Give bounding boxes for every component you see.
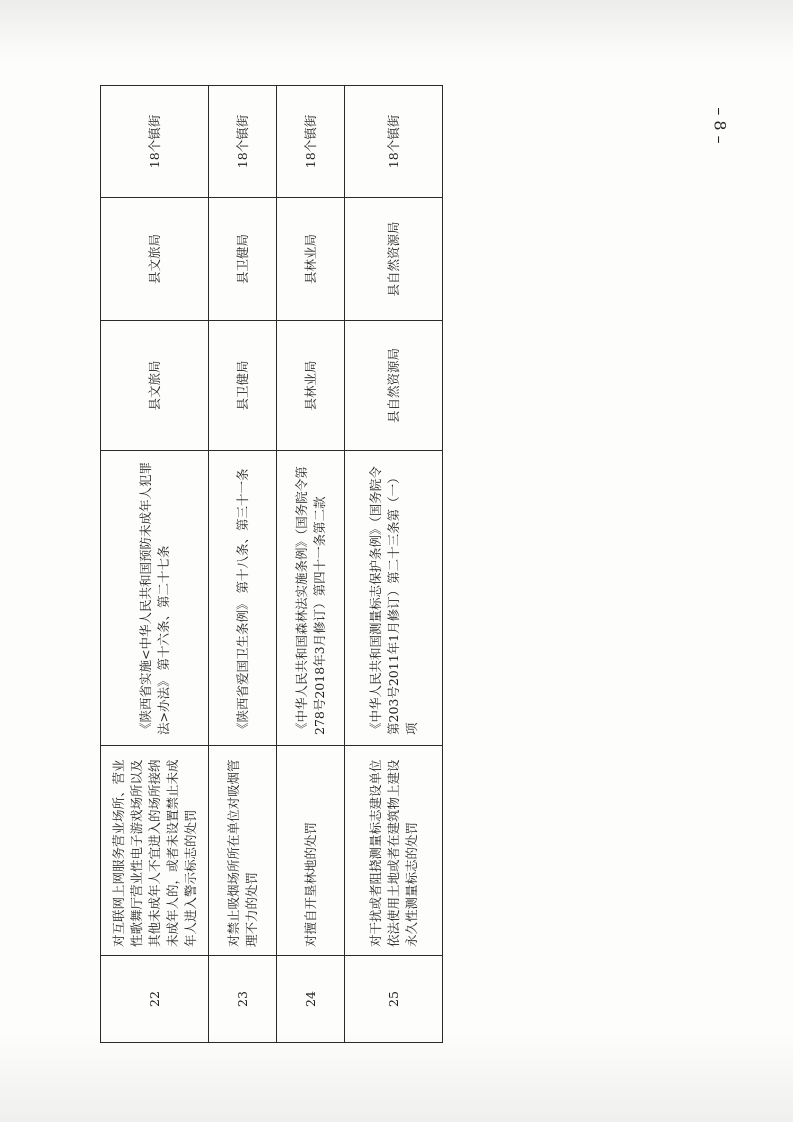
penalty-item: 对干扰或者阻挠测量标志建设单位依法使用土地或者在建筑物上建设永久性测量标志的处罚: [345, 746, 443, 956]
penalty-table-wrapper: [100, 86, 442, 1043]
penalty-item: 对互联网上网服务营业场所、营业性歌舞厅营业性电子游戏场所以及其他未成年人不宜进入的场所接纳未成年人的，或者未设置禁止未成年人进入警示标志的处罚: [101, 746, 209, 956]
implementation-scope: 18个镇街: [101, 86, 209, 198]
original-department: 县文旅局: [101, 321, 209, 451]
table-row: [101, 86, 209, 1043]
responsible-department: 县自然资源局: [345, 198, 443, 321]
implementation-scope: 18个镇街: [209, 86, 277, 198]
row-index: 23: [209, 956, 277, 1043]
page-number: [700, 105, 740, 145]
legal-basis: 《陕西省实施<中华人民共和国预防未成年人犯罪法>办法》 第十六条、第二十七条: [101, 451, 209, 746]
original-department: 县林业局: [277, 321, 345, 451]
responsible-department: 县卫健局: [209, 198, 277, 321]
implementation-scope: 18个镇街: [277, 86, 345, 198]
row-index: 24: [277, 956, 345, 1043]
scan-edge-bottom: [0, 1032, 793, 1122]
scan-edge-top: [0, 0, 793, 60]
implementation-scope: 18个镇街: [345, 86, 443, 198]
row-index: 25: [345, 956, 443, 1043]
responsible-department: 县文旅局: [101, 198, 209, 321]
table-row: [345, 86, 443, 1043]
original-department: 县卫健局: [209, 321, 277, 451]
row-index: 22: [101, 956, 209, 1043]
penalty-table-rotated: [100, 86, 442, 1043]
page-number-text: – 8 –: [710, 106, 730, 144]
original-department: 县自然资源局: [345, 321, 443, 451]
legal-basis: 《陕西省爱国卫生条例》 第十八条、第三十一条: [209, 451, 277, 746]
penalty-item: 对禁止吸烟场所所在单位对吸烟管理不力的处罚: [209, 746, 277, 956]
table-row: [277, 86, 345, 1043]
responsible-department: 县林业局: [277, 198, 345, 321]
legal-basis: 《中华人民共和国森林法实施条例》（国务院令第278号2018年3月修订）第四十一条第二款: [277, 451, 345, 746]
table-row: [209, 86, 277, 1043]
penalty-item: 对擅自开垦林地的处罚: [277, 746, 345, 956]
penalty-table: [100, 85, 443, 1043]
legal-basis: 《中华人民共和国测量标志保护条例》（国务院令第203号2011年1月修订）第二十三条第（一）项: [345, 451, 443, 746]
